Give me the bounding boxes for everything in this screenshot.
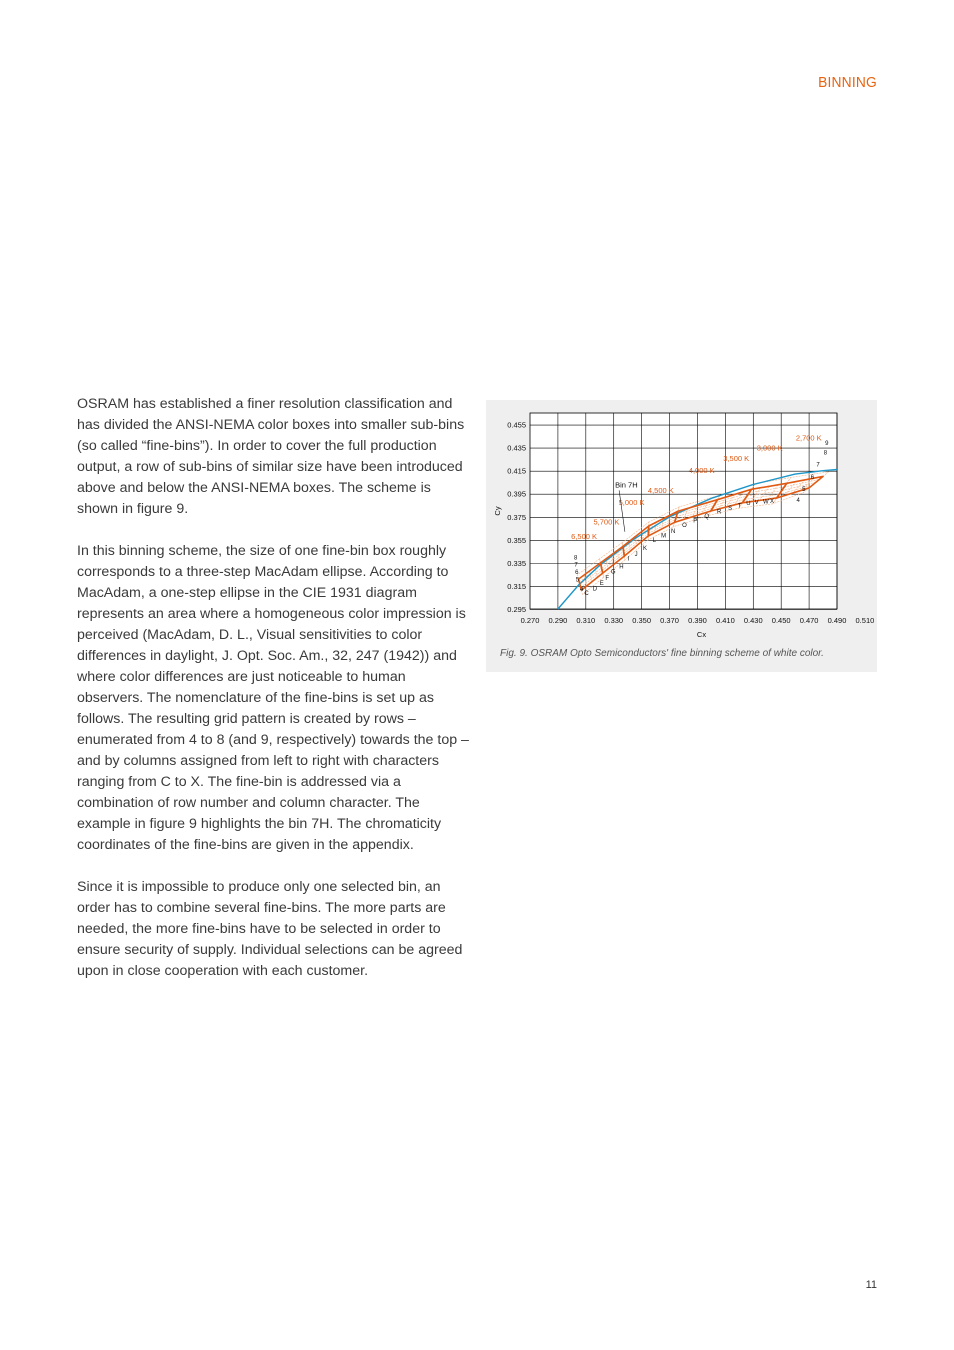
row-label: 9 bbox=[825, 441, 829, 448]
cct-label: 6,500 K bbox=[571, 532, 598, 542]
column-label: W bbox=[763, 499, 769, 506]
x-tick-label: 0.470 bbox=[799, 616, 819, 625]
cct-label: 3,000 K bbox=[756, 443, 783, 453]
column-label: D bbox=[592, 586, 598, 593]
column-label: E bbox=[599, 580, 604, 587]
cct-label: 4,500 K bbox=[647, 486, 674, 496]
cct-label: 2,700 K bbox=[795, 433, 822, 443]
bin-annotation-label: Bin 7H bbox=[615, 480, 638, 490]
paragraph: In this binning scheme, the size of one fine-bin box roughly corresponds to a three-step MacAdam ellipse. According to MacAdam, a one-step ellipse in the CIE 1931 diagram represents an area where a homogeneous color impression is perceived (MacAdam, D. L., Visual sensitivities to color differences in daylight, J. Opt. Soc. Am., 32, 247 (1942)) and where color differences are just noticeable to human observers. The nomenclature of the fine-bins is set up as follows. The resulting grid pattern is created by rows – enumerated from 4 to 8 (and 9, respectively) towards the top – and by columns assigned from left to right with characters ranging from C to X. The fine-bin is addressed via a combination of row number and column character. The example in figure 9 highlights the bin 7H. The chromaticity coordinates of the fine-bins are given in the appendix. bbox=[77, 543, 469, 853]
figure-caption: Fig. 9. OSRAM Opto Semiconductors' fine binning scheme of white color. bbox=[500, 648, 824, 659]
column-label: V bbox=[754, 500, 759, 507]
row-label: 4 bbox=[796, 497, 800, 504]
figure-9 bbox=[486, 400, 877, 672]
paragraph: Since it is impossible to produce only one selected bin, an order has to combine several fine-bins. The more parts are needed, the more fine-bins have to be selected in order to ensure security of supply. Individual selections can be agreed upon in close cooperation with each customer. bbox=[77, 879, 463, 979]
column-label: C bbox=[584, 591, 589, 598]
y-tick-label: 0.375 bbox=[507, 512, 526, 522]
column-label: J bbox=[634, 551, 638, 558]
body-text bbox=[77, 394, 472, 1003]
row-label: 5 bbox=[575, 577, 580, 584]
x-tick-label: 0.490 bbox=[827, 616, 847, 625]
x-tick-label: 0.310 bbox=[576, 616, 596, 625]
cct-label: 3,500 K bbox=[723, 453, 750, 463]
column-label: M bbox=[661, 533, 667, 540]
column-label: U bbox=[746, 501, 751, 508]
row-label: 8 bbox=[823, 450, 828, 457]
y-tick-label: 0.395 bbox=[507, 489, 526, 499]
y-tick-label: 0.415 bbox=[507, 466, 526, 476]
section-title: BINNING bbox=[818, 74, 877, 91]
column-label: I bbox=[627, 556, 630, 563]
column-label: O bbox=[682, 523, 687, 530]
row-label: 5 bbox=[802, 487, 806, 494]
y-tick-label: 0.335 bbox=[507, 558, 526, 568]
page-number: 11 bbox=[865, 1279, 877, 1291]
y-tick-label: 0.315 bbox=[507, 581, 526, 591]
column-label: Q bbox=[704, 513, 710, 520]
cct-label: 5,700 K bbox=[593, 517, 620, 527]
row-label: 7 bbox=[574, 562, 578, 569]
x-tick-label: 0.430 bbox=[743, 616, 763, 625]
column-label: F bbox=[605, 576, 610, 583]
column-label: K bbox=[643, 546, 648, 553]
y-tick-label: 0.435 bbox=[507, 443, 526, 453]
row-label: 6 bbox=[575, 570, 579, 577]
binning-chart bbox=[486, 400, 877, 645]
column-label: L bbox=[652, 538, 657, 545]
y-tick-label: 0.295 bbox=[507, 605, 526, 614]
column-label: G bbox=[610, 569, 616, 576]
y-tick-label: 0.355 bbox=[507, 535, 526, 545]
column-label: P bbox=[693, 518, 698, 525]
row-label: 4 bbox=[579, 586, 584, 593]
x-tick-label: 0.350 bbox=[632, 616, 652, 625]
row-label: 6 bbox=[810, 474, 815, 481]
column-label: S bbox=[728, 505, 733, 512]
y-tick-label: 0.455 bbox=[507, 420, 526, 430]
column-label: R bbox=[716, 509, 722, 516]
x-tick-label: 0.510 bbox=[855, 616, 875, 625]
paragraph: OSRAM has established a finer resolution classification and has divided the ANSI-NEMA color boxes into smaller sub-bins (so called “fine-bins”). In order to cover the full production output, a row of sub-bins of similar size have been introduced above and below the ANSI-NEMA boxes. The scheme is shown in figure 9. bbox=[77, 396, 465, 517]
column-label: X bbox=[770, 498, 775, 505]
column-label: N bbox=[670, 528, 676, 535]
cct-label: 5,000 K bbox=[618, 498, 645, 508]
x-tick-label: 0.270 bbox=[520, 616, 540, 625]
column-label: T bbox=[737, 503, 742, 510]
x-tick-label: 0.330 bbox=[604, 616, 624, 625]
cct-label: 4,000 K bbox=[688, 465, 715, 475]
row-label: 7 bbox=[816, 462, 820, 469]
column-label: H bbox=[619, 564, 624, 571]
x-axis-label: Cx bbox=[696, 630, 707, 639]
row-label: 8 bbox=[573, 555, 578, 562]
y-axis-label: Cy bbox=[493, 506, 502, 516]
x-tick-label: 0.370 bbox=[660, 616, 679, 625]
x-tick-label: 0.450 bbox=[771, 616, 791, 625]
x-tick-label: 0.390 bbox=[688, 616, 707, 625]
x-tick-label: 0.290 bbox=[548, 616, 568, 625]
x-tick-label: 0.410 bbox=[715, 616, 735, 625]
